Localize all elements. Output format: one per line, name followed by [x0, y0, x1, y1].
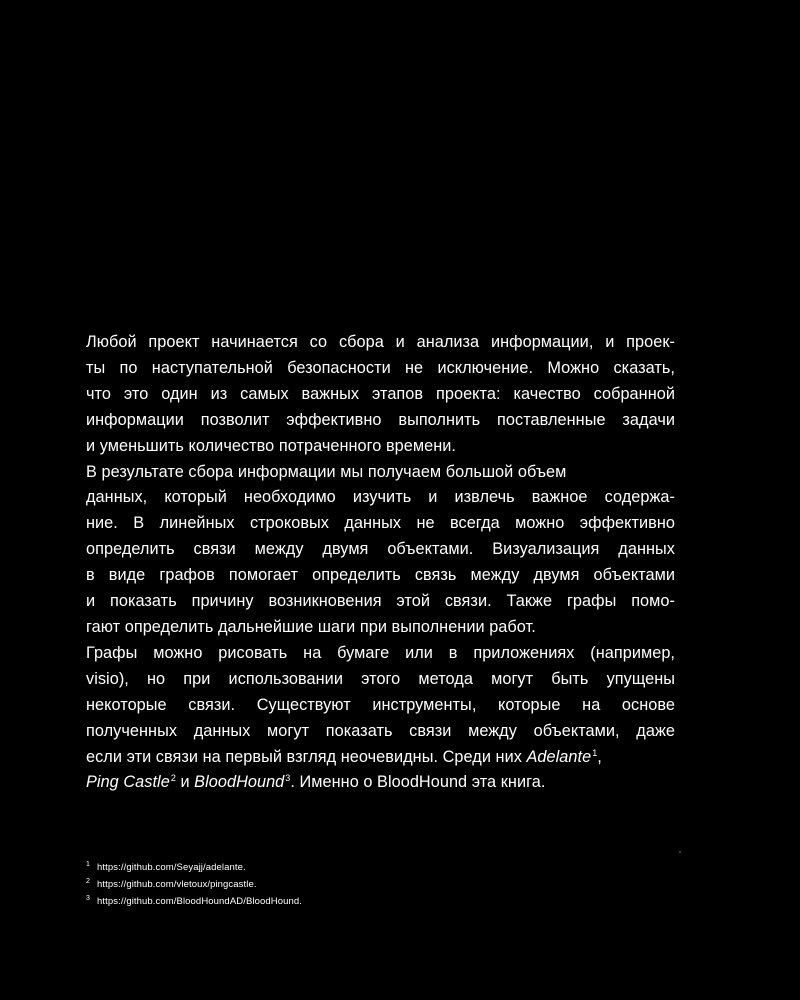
text-line-18 — [86, 770, 686, 796]
footnotes — [86, 859, 586, 910]
text-line-13: Графы можно рисовать на бумаге или в приложениях (например, — [86, 643, 675, 662]
text-line-8: ние. В линейных строковых данных не всегда можно эффективно — [86, 514, 675, 533]
footnote-mark: 2 — [86, 878, 90, 885]
text-line-5: и уменьшить количество потраченного времени. — [86, 436, 456, 455]
text-line-12: гают определить дальнейшие шаги при выполнении работ. — [86, 617, 536, 636]
footnote-2 — [86, 876, 586, 893]
footnote-ref-3: 3 — [285, 773, 291, 784]
page-mark — [679, 851, 681, 853]
text-line-3: что это один из самых важных этапов проекта: качество собранной — [86, 384, 675, 403]
text-line-15: некоторые связи. Существуют инструменты, которые на основе — [86, 695, 675, 714]
footnote-mark: 1 — [86, 861, 90, 868]
main-paragraphs — [86, 330, 686, 796]
footnote-ref-1: 1 — [592, 747, 598, 758]
text-line-10: в виде графов помогает определить связь между двумя объектами — [86, 566, 675, 585]
text-line-4: информации позволит эффективно выполнить поставленные задачи — [86, 410, 675, 429]
text-line-17-end: , — [597, 747, 602, 766]
footnote-1 — [86, 859, 586, 876]
text-line-7: данных, который необходимо изучить и извлечь важное содержа- — [86, 488, 675, 507]
text-line-18-end: . Именно о BloodHound эта книга. — [290, 773, 546, 792]
text-line-14: visio), но при использовании этого метода могут быть упущены — [86, 669, 675, 688]
text-line-9: определить связи между двумя объектами. Визуализация данных — [86, 540, 675, 559]
footnote-link: https://github.com/Seyajj/adelante. — [97, 862, 246, 873]
text-line-11: и показать причину возникновения этой связи. Также графы помо- — [86, 592, 675, 611]
tool-name-bloodhound: BloodHound — [194, 773, 285, 792]
tool-name-adelante: Adelante — [526, 747, 592, 766]
footnote-mark: 3 — [86, 895, 90, 902]
footnote-ref-2: 2 — [170, 773, 176, 784]
footnote-link: https://github.com/vletoux/pingcastle. — [97, 879, 257, 890]
text-line-2: ты по наступательной безопасности не исключение. Можно сказать, — [86, 358, 675, 377]
text-line-17-start: если эти связи на первый взгляд неочевидны. Среди них — [86, 747, 527, 766]
text-line-1: Любой проект начинается со сбора и анализа информации, и проек- — [86, 333, 675, 351]
footnote-link: https://github.com/BloodHoundAD/BloodHound. — [97, 896, 302, 907]
text-line-18-and: и — [175, 773, 195, 792]
footnote-3 — [86, 893, 586, 910]
tool-name-ping-castle: Ping Castle — [86, 773, 170, 792]
text-line-17 — [86, 745, 686, 771]
text-line-16: полученных данных могут показать связи между объектами, даже — [86, 721, 675, 740]
text-line-6: В результате сбора информации мы получаем большой объем — [86, 462, 567, 481]
